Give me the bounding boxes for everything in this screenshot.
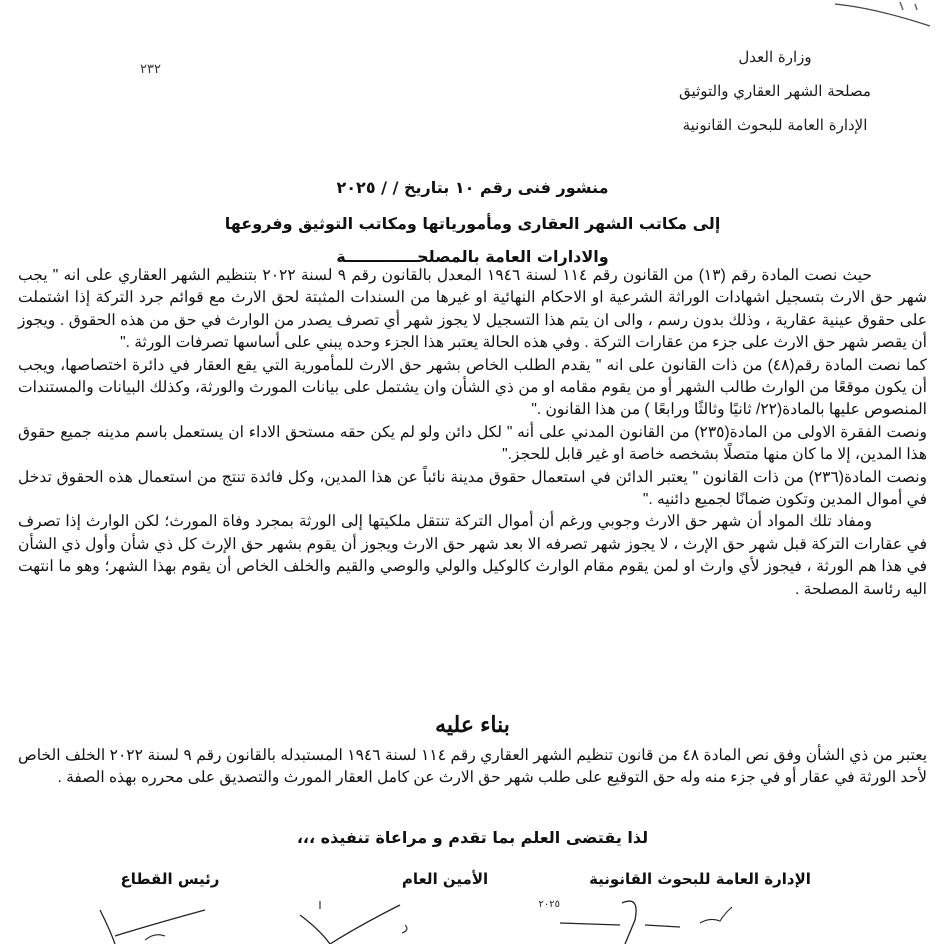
closing-line: لذا يقتضى العلم بما تقدم و مراعاة تنفيذه ،،، <box>296 828 649 847</box>
authority-name: مصلحة الشهر العقاري والتوثيق <box>679 82 871 100</box>
signature-title: الإدارة العامة للبحوث القانونية <box>589 870 811 888</box>
circular-title <box>0 170 945 272</box>
paragraph-article-48: كما نصت المادة رقم(٤٨) من ذات القانون على انه " يقدم الطلب الخاص بشهر حق الارث للمأمورية التي يقع العقار في دائرة اختصاصها، ويجب أن يكون موقعًا من الوارث طالب الشهر أو من يقوم مقامه او من ذي الشأن وان يشتمل على بيانات المورث والورثة، وكذلك البيانات والمستندات المنصوص عليها بالمادة(٢٢/ ثانيًا وثالثًا ورابعًا ) من هذا القانون ." <box>18 356 927 419</box>
paragraph-article-13: حيث نصت المادة رقم (١٣) من القانون رقم ١١٤ لسنة ١٩٤٦ المعدل بالقانون رقم ٩ لسنة ٢٠٢٢ بتنظيم الشهر العقاري على انه " يجب شهر حق الارث بتسجيل اشهادات الوراثة الشرعية او الاحكام النهائية او غيرها من السندات المثبتة لحق الارث مع قوائم جرد التركة إذا اشتملت على حقوق عينية عقارية ، وذلك بدون رسم ، والى ان يتم هذا التسجيل لا يجوز شهر أي تصرف يصدر من الوارث في حق من هذه الحقوق . ويجوز أن يقصر شهر حق الارث على جزء من عقارات التركة . وفي هذه الحالة يعتبر هذا الجزء وحده يبني على أساسها تصرفات الورثة ." <box>18 267 927 352</box>
conclusion-text: يعتبر من ذي الشأن وفق نص المادة ٤٨ من قانون تنظيم الشهر العقاري رقم ١١٤ لسنة ١٩٤٦ المستبدله بالقانون رقم ٩ لسنة ٢٠٢٢ الخلف الخاص لأحد الورثة في عقار أو في جزء منه وله حق التوقيع على طلب شهر حق الارث عن كامل العقار المورث والتصديق على محرره بهذه الصفة . <box>18 747 928 787</box>
handwritten-date: ٢٠٢٥ <box>538 899 560 910</box>
handwritten-signature-3 <box>90 900 220 944</box>
ministry-name: وزارة العدل <box>738 48 812 66</box>
handwritten-signature-2 <box>300 895 420 944</box>
handwritten-signature-1 <box>538 895 750 944</box>
faded-stamp-mark: ٢٣٢ <box>140 62 161 77</box>
letterhead <box>605 40 945 142</box>
circular-body <box>18 265 927 601</box>
paragraph-interpretation: ومفاد تلك المواد أن شهر حق الارث وجوبي ورغم أن أموال التركة تنتقل ملكيتها إلى الورثة بمجرد وفاة المورث؛ لكن الوارث إذا تصرف في عقارات التركة قبل شهر حق الإرث ، لا يجوز شهر تصرفه الا بعد شهر حق الارث ويجوز أن يقوم بشهر حق الإرث كل ذي شأن وأول ذي الشأن في هذا هم الورثة ، فيجوز لأي وارث او لمن يقوم مقام الوارث كالوكيل والولي والوصي والقيم والخلف الخاص أن يقوم بهذا الشهر؛ وهو ما انتهت اليه رئاسة المصلحة . <box>18 513 927 598</box>
circular-number-line: منشور فنى رقم ١٠ بتاريخ / / ٢٠٢٥ <box>336 178 609 197</box>
signature-sector-head <box>70 870 270 888</box>
signature-title: رئيس القطاع <box>120 870 220 888</box>
signature-title: الأمين العام <box>401 870 489 888</box>
signature-secretary-general <box>345 870 545 888</box>
paragraph-article-236: ونصت المادة(٢٣٦) من ذات القانون " يعتبر الدائن في استعمال حقوق مدينة نائباً عن هذا المدين، وكل فائدة تنتج من استعمال هذه الحقوق تدخل في أموال المدين وتكون ضمانًا لجميع دائنيه ." <box>18 468 927 509</box>
department-name: الإدارة العامة للبحوث القانونية <box>682 116 868 134</box>
paragraph-article-235: ونصت الفقرة الاولى من المادة(٢٣٥) من القانون المدني على أنه " لكل دائن ولو لم يكن حقه مستحق الاداء ان يستعمل باسم مدينه جميع حقوق هذا المدين، إلا ما كان منها متصلًا بشخصه خاصة او غير قابل للحجز." <box>18 423 927 464</box>
recipients-line-2: والادارات العامة بالمصلحـــــــــــــة <box>336 247 609 266</box>
conclusion-heading: بناء عليه <box>435 712 510 737</box>
signature-legal-research <box>570 870 830 888</box>
corner-pen-mark <box>815 0 945 30</box>
recipients-line-1: إلى مكاتب الشهر العقارى ومأمورياتها ومكاتب التوثيق وفروعها <box>224 214 721 233</box>
